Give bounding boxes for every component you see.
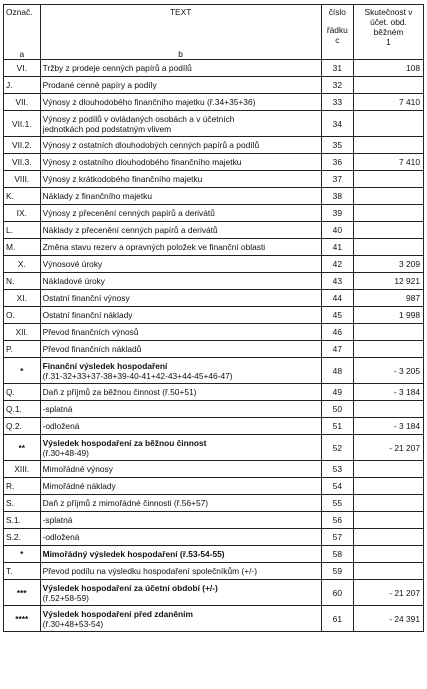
table-body [4, 60, 424, 632]
row-text [40, 77, 321, 94]
header-text: TEXT b [40, 5, 321, 60]
row-text [40, 341, 321, 358]
row-number: 48 [321, 358, 353, 384]
row-text-line1: Výnosy z dlouhodobého finančního majetku (ř.34+35+36) [42, 97, 256, 107]
row-value: 7 410 [353, 94, 423, 111]
row-value [353, 563, 423, 580]
row-text-line1: Mimořádné výnosy [42, 464, 113, 474]
row-number: 41 [321, 239, 353, 256]
row-text [40, 137, 321, 154]
row-number: 36 [321, 154, 353, 171]
row-value [353, 324, 423, 341]
row-text-line1: Nákladové úroky [42, 276, 105, 286]
row-text-line1: Výnosy z krátkodobého finančního majetku [42, 174, 203, 184]
row-text [40, 580, 321, 606]
row-number: 38 [321, 188, 353, 205]
row-number: 42 [321, 256, 353, 273]
row-number: 60 [321, 580, 353, 606]
row-text [40, 546, 321, 563]
row-text [40, 512, 321, 529]
row-value: 108 [353, 60, 423, 77]
row-text [40, 384, 321, 401]
row-text-line1: Náklady z přecenění cenných papírů a derivátů [42, 225, 218, 235]
row-number: 40 [321, 222, 353, 239]
row-number: 59 [321, 563, 353, 580]
profit-loss-table [3, 4, 424, 632]
row-value [353, 341, 423, 358]
row-text-line1: Mimořádný výsledek hospodaření (ř.53-54-55) [42, 549, 225, 559]
row-text [40, 154, 321, 171]
table-row [4, 606, 424, 632]
table-row [4, 384, 424, 401]
row-value: - 24 391 [353, 606, 423, 632]
row-text-line1: Tržby z prodeje cenných papírů a podílů [42, 63, 192, 73]
row-designation: **** [4, 606, 41, 632]
row-value: 12 921 [353, 273, 423, 290]
row-value [353, 401, 423, 418]
row-text [40, 418, 321, 435]
row-designation: K. [4, 188, 41, 205]
header-cislo-radku: číslo řádku c [321, 5, 353, 60]
row-text-line2: (ř.30+48-49) [42, 447, 89, 458]
row-number: 56 [321, 512, 353, 529]
table-row [4, 341, 424, 358]
row-number: 43 [321, 273, 353, 290]
row-designation: XI. [4, 290, 41, 307]
row-text [40, 401, 321, 418]
row-text-line1: Výsledek hospodaření za účetní období (+/-) [42, 582, 218, 593]
row-text-line1: Ostatní finanční výnosy [42, 293, 130, 303]
row-text [40, 222, 321, 239]
table-row [4, 435, 424, 461]
row-value [353, 478, 423, 495]
row-designation: VII.3. [4, 154, 41, 171]
row-number: 37 [321, 171, 353, 188]
row-number: 57 [321, 529, 353, 546]
row-value: 7 410 [353, 154, 423, 171]
row-designation: Q. [4, 384, 41, 401]
row-text-line1: Převod podílu na výsledku hospodaření společníkům (+/-) [42, 566, 257, 576]
row-number: 61 [321, 606, 353, 632]
row-text-line1: Převod finančních výnosů [42, 327, 139, 337]
table-row [4, 239, 424, 256]
row-text [40, 205, 321, 222]
row-designation: XIII. [4, 461, 41, 478]
row-text [40, 495, 321, 512]
row-value [353, 512, 423, 529]
table-row [4, 307, 424, 324]
row-value: - 21 207 [353, 435, 423, 461]
row-number: 35 [321, 137, 353, 154]
row-text-line1: Finanční výsledek hospodaření [42, 360, 168, 371]
row-value [353, 546, 423, 563]
row-text [40, 478, 321, 495]
row-designation: Q.1. [4, 401, 41, 418]
row-designation: R. [4, 478, 41, 495]
row-value: 987 [353, 290, 423, 307]
row-text [40, 358, 321, 384]
row-text [40, 188, 321, 205]
table-row [4, 358, 424, 384]
row-text-line1: Výnosy z ostatních dlouhodobých cenných papírů a podílů [42, 140, 260, 150]
row-designation: O. [4, 307, 41, 324]
row-designation: * [4, 546, 41, 563]
row-text-line1: Výnosy z přecenění cenných papírů a derivátů [42, 208, 215, 218]
header-oznac: Označ. a [4, 5, 41, 60]
row-number: 55 [321, 495, 353, 512]
table-row [4, 137, 424, 154]
row-number: 32 [321, 77, 353, 94]
row-number: 52 [321, 435, 353, 461]
financial-statement [3, 4, 424, 632]
row-text [40, 256, 321, 273]
table-row [4, 401, 424, 418]
row-value [353, 77, 423, 94]
table-header [4, 5, 424, 60]
row-text [40, 290, 321, 307]
row-value [353, 222, 423, 239]
table-row [4, 154, 424, 171]
row-value [353, 171, 423, 188]
table-row [4, 60, 424, 77]
row-text-line1: Daň z příjmů z mimořádné činnosti (ř.56+57) [42, 498, 209, 508]
row-text-line1: Mimořádné náklady [42, 481, 116, 491]
row-text [40, 461, 321, 478]
row-designation: VII.2. [4, 137, 41, 154]
row-number: 49 [321, 384, 353, 401]
row-value: - 3 184 [353, 384, 423, 401]
row-text-line2: (ř.52+58-59) [42, 592, 89, 603]
table-row [4, 94, 424, 111]
row-text [40, 273, 321, 290]
row-text-line1: Ostatní finanční náklady [42, 310, 133, 320]
row-designation: S.1. [4, 512, 41, 529]
table-row [4, 546, 424, 563]
table-row [4, 290, 424, 307]
table-row [4, 512, 424, 529]
row-number: 33 [321, 94, 353, 111]
row-text-line1: -odložená [42, 421, 80, 431]
row-value [353, 529, 423, 546]
row-number: 31 [321, 60, 353, 77]
row-text-line1: -splatná [42, 404, 73, 414]
row-text [40, 324, 321, 341]
row-value: - 3 184 [353, 418, 423, 435]
row-designation: L. [4, 222, 41, 239]
table-row [4, 580, 424, 606]
row-designation: XII. [4, 324, 41, 341]
row-text-line1: Změna stavu rezerv a opravných položek ve finanční oblasti [42, 242, 266, 252]
row-value: 3 209 [353, 256, 423, 273]
table-row [4, 256, 424, 273]
table-row [4, 273, 424, 290]
row-text-line1: Prodané cenné papíry a podíly [42, 80, 157, 90]
row-number: 54 [321, 478, 353, 495]
row-designation: VI. [4, 60, 41, 77]
row-designation: P. [4, 341, 41, 358]
row-number: 44 [321, 290, 353, 307]
row-value [353, 461, 423, 478]
row-designation: X. [4, 256, 41, 273]
table-row [4, 529, 424, 546]
row-text-line2: (ř.31-32+33+37-38+39-40-41+42-43+44-45+46-47) [42, 370, 233, 381]
row-value: - 21 207 [353, 580, 423, 606]
row-text-line1: Výsledek hospodaření před zdaněním [42, 608, 193, 619]
row-text [40, 60, 321, 77]
table-row [4, 418, 424, 435]
row-designation: S. [4, 495, 41, 512]
table-row [4, 563, 424, 580]
row-designation: IX. [4, 205, 41, 222]
row-number: 34 [321, 111, 353, 137]
row-designation: VII. [4, 94, 41, 111]
table-row [4, 495, 424, 512]
row-number: 39 [321, 205, 353, 222]
row-number: 51 [321, 418, 353, 435]
row-text [40, 529, 321, 546]
row-text [40, 563, 321, 580]
row-text-line2: (ř.30+48+53-54) [42, 618, 104, 629]
row-value [353, 188, 423, 205]
row-text-line1: Výnosy z podílů v ovládaných osobách a v účetních [42, 113, 235, 124]
table-row [4, 478, 424, 495]
row-number: 46 [321, 324, 353, 341]
row-designation: *** [4, 580, 41, 606]
row-text-line1: Výnosové úroky [42, 259, 103, 269]
row-text [40, 94, 321, 111]
table-row [4, 205, 424, 222]
row-designation: T. [4, 563, 41, 580]
row-text [40, 111, 321, 137]
table-row [4, 77, 424, 94]
row-value [353, 495, 423, 512]
row-text-line1: Daň z příjmů za běžnou činnost (ř.50+51) [42, 387, 197, 397]
row-text-line1: Výnosy z ostatního dlouhodobého finančního majetku [42, 157, 242, 167]
row-text [40, 171, 321, 188]
row-text [40, 435, 321, 461]
row-text-line1: Výsledek hospodaření za běžnou činnost [42, 437, 207, 448]
row-designation: ** [4, 435, 41, 461]
row-number: 47 [321, 341, 353, 358]
row-designation: VII.1. [4, 111, 41, 137]
row-value [353, 111, 423, 137]
table-row [4, 324, 424, 341]
row-value [353, 239, 423, 256]
row-text-line1: -splatná [42, 515, 73, 525]
header-skutecnost: Skutečnost v účet. obd. běžném 1 [353, 5, 423, 60]
row-designation: * [4, 358, 41, 384]
row-designation: N. [4, 273, 41, 290]
row-value: 1 998 [353, 307, 423, 324]
row-text-line1: -odložená [42, 532, 80, 542]
table-row [4, 222, 424, 239]
table-row [4, 188, 424, 205]
row-designation: S.2. [4, 529, 41, 546]
row-text-line1: Převod finančních nákladů [42, 344, 142, 354]
table-row [4, 461, 424, 478]
table-row [4, 111, 424, 137]
row-number: 50 [321, 401, 353, 418]
row-designation: M. [4, 239, 41, 256]
row-value [353, 205, 423, 222]
row-text [40, 239, 321, 256]
row-text [40, 606, 321, 632]
row-text [40, 307, 321, 324]
row-designation: VIII. [4, 171, 41, 188]
row-number: 45 [321, 307, 353, 324]
row-value [353, 137, 423, 154]
row-text-line1: Náklady z finančního majetku [42, 191, 153, 201]
table-row [4, 171, 424, 188]
row-number: 53 [321, 461, 353, 478]
row-designation: Q.2. [4, 418, 41, 435]
row-number: 58 [321, 546, 353, 563]
row-designation: J. [4, 77, 41, 94]
row-value: - 3 205 [353, 358, 423, 384]
row-text-line2: jednotkách pod podstatným vlivem [42, 123, 172, 134]
